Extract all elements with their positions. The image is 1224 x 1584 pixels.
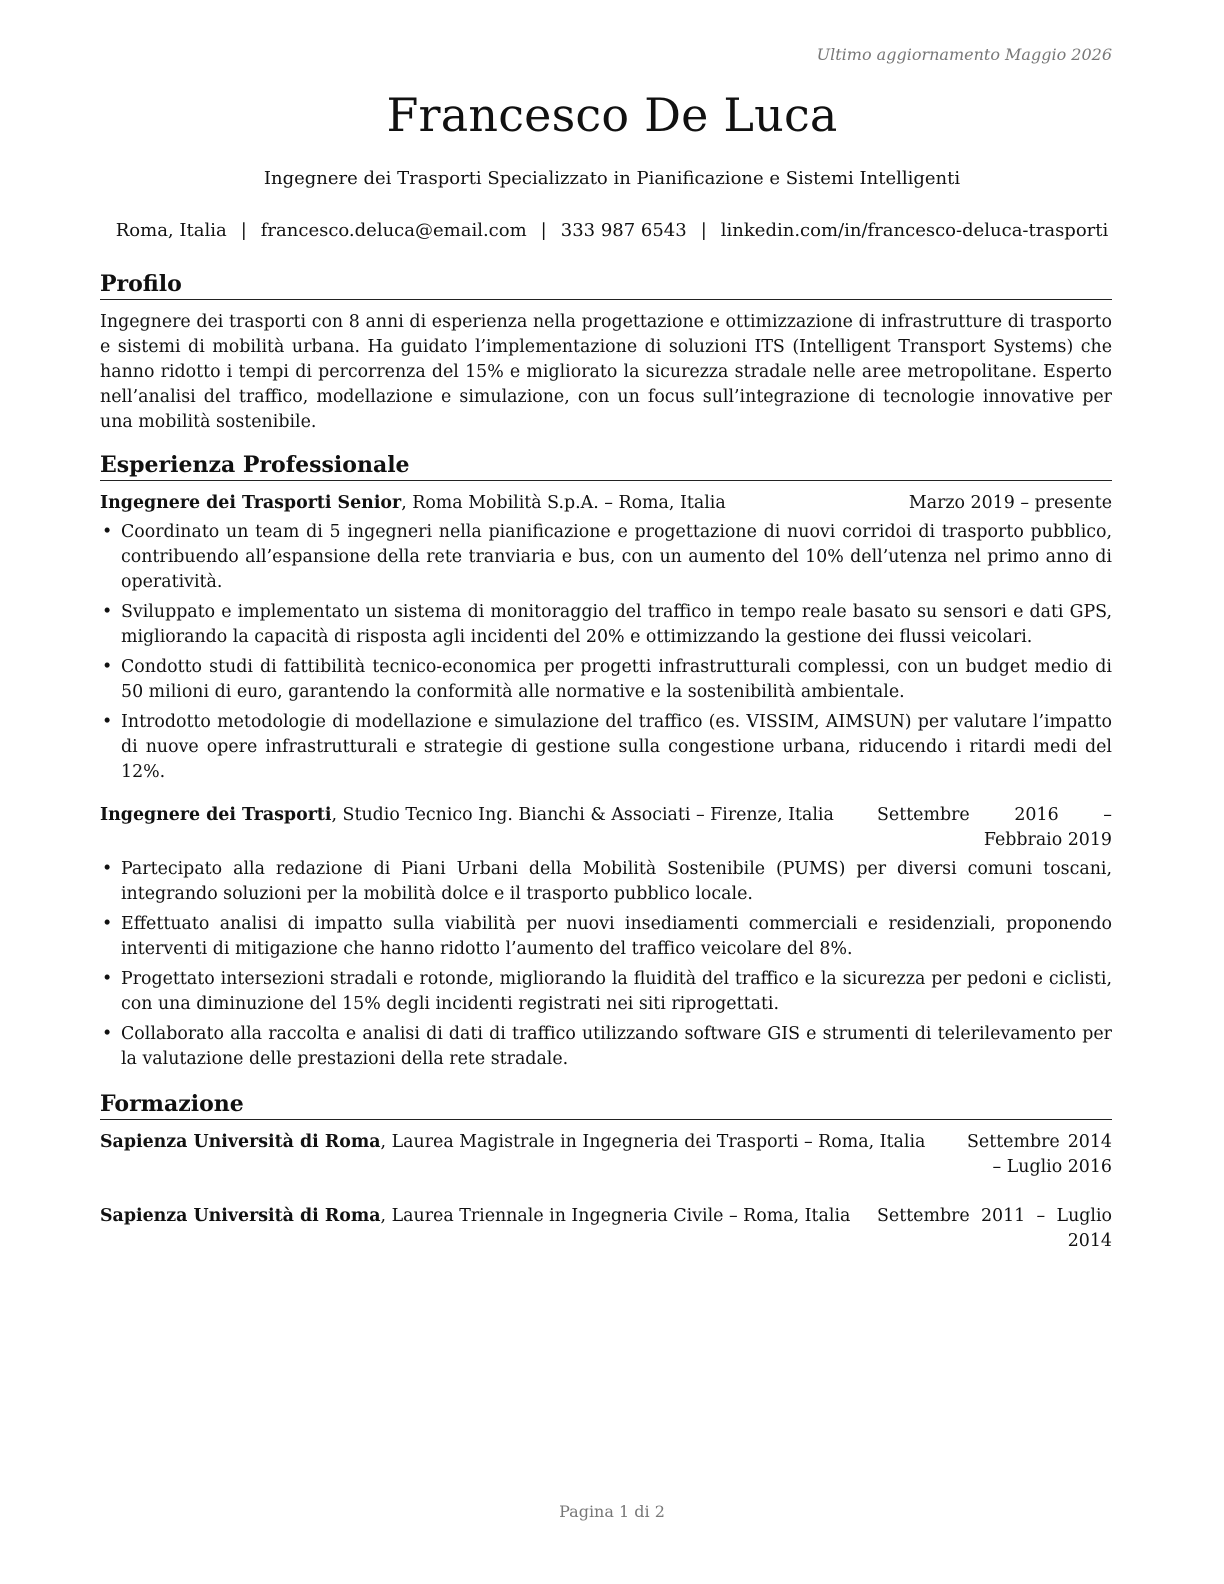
bullet-icon: • bbox=[102, 859, 113, 879]
profile-summary: Ingegnere dei trasporti con 8 anni di esperienza nella progettazione e ottimizzazione di infrastrutture di trasporto e sistemi di mobilità urbana. Ha guidato l’implementazione di soluzioni ITS (Intelligent Transport Systems) che hanno ridotto i tempi di percorrenza del 15% e migliorato la sicurezza stradale nelle aree metropolitane. Esperto nell’analisi del traffico, modellazione e simulazione, con un focus sull’integrazione di tecnologie innovative per una mobilità sostenibile. bbox=[100, 312, 1112, 432]
section-title-education: Formazione bbox=[100, 1090, 1112, 1120]
resume-content bbox=[100, 270, 1112, 1278]
contact-separator: | bbox=[540, 220, 547, 241]
job-header bbox=[100, 491, 1112, 516]
page-number: Pagina 1 di 2 bbox=[559, 1502, 665, 1521]
education-entry bbox=[100, 1130, 1112, 1180]
bullet-text: Effettuato analisi di impatto sulla viabilità per nuovi insediamenti commerciali e residenziali, proponendo interventi di mitigazione che hanno ridotto l’aumento del traffico veicolare del 8%. bbox=[121, 914, 1112, 959]
bullet-item bbox=[100, 600, 1112, 650]
bullet-text: Sviluppato e implementato un sistema di monitoraggio del traffico in tempo reale basato su sensori e dati GPS, migliorando la capacità di risposta agli incidenti del 20% e ottimizzando la gestione dei flussi veicolari. bbox=[121, 602, 1112, 647]
job-title-line bbox=[100, 803, 877, 828]
job-bullets bbox=[100, 520, 1112, 785]
bullet-icon: • bbox=[102, 969, 113, 989]
section-title-profile: Profilo bbox=[100, 270, 1112, 300]
contact-bar bbox=[0, 220, 1224, 241]
contact-linkedin[interactable]: linkedin.com/in/francesco-deluca-trasporti bbox=[720, 220, 1109, 241]
job-role: Ingegnere dei Trasporti bbox=[100, 805, 332, 825]
contact-separator: | bbox=[700, 220, 707, 241]
job-company: , Roma Mobilità S.p.A. – Roma, Italia bbox=[401, 493, 726, 513]
bullet-text: Introdotto metodologie di modellazione e simulazione del traffico (es. VISSIM, AIMSUN) per valutare l’impatto di nuove opere infrastrutturali e strategie di gestione sulla congestione urbana, riducendo i ritardi medi del 12%. bbox=[121, 712, 1112, 782]
contact-location: Roma, Italia bbox=[115, 220, 227, 241]
education-dates: Settembre 2014 – Luglio 2016 bbox=[967, 1132, 1112, 1177]
bullet-text: Condotto studi di fattibilità tecnico-economica per progetti infrastrutturali complessi, con un budget medio di 50 milioni di euro, garantendo la conformità alle normative e la sostenibilità ambientale. bbox=[121, 657, 1112, 702]
bullet-icon: • bbox=[102, 602, 113, 622]
bullet-text: Partecipato alla redazione di Piani Urbani della Mobilità Sostenibile (PUMS) per diversi comuni toscani, integrando soluzioni per la mobilità dolce e il trasporto pubblico locale. bbox=[121, 859, 1112, 904]
job-role: Ingegnere dei Trasporti Senior bbox=[100, 493, 402, 513]
job-company: , Studio Tecnico Ing. Bianchi & Associati – Firenze, Italia bbox=[331, 805, 834, 825]
education-school: Sapienza Università di Roma bbox=[100, 1206, 381, 1226]
candidate-name: Francesco De Luca bbox=[386, 88, 838, 142]
contact-phone[interactable]: 333 987 6543 bbox=[560, 220, 687, 241]
bullet-text: Collaborato alla raccolta e analisi di dati di traffico utilizzando software GIS e strumenti di telerilevamento per la valutazione delle prestazioni della rete stradale. bbox=[121, 1024, 1112, 1069]
education-title-line bbox=[100, 1130, 967, 1155]
bullet-icon: • bbox=[102, 522, 113, 542]
education-degree: , Laurea Magistrale in Ingegneria dei Trasporti – Roma, Italia bbox=[380, 1132, 926, 1152]
contact-email[interactable]: francesco.deluca@email.com bbox=[260, 220, 527, 241]
job-bullets bbox=[100, 857, 1112, 1072]
bullet-item bbox=[100, 912, 1112, 962]
bullet-item bbox=[100, 857, 1112, 907]
bullet-item bbox=[100, 710, 1112, 785]
bullet-icon: • bbox=[102, 914, 113, 934]
bullet-item bbox=[100, 967, 1112, 1017]
education-dates: Settembre 2011 – Luglio 2014 bbox=[877, 1206, 1112, 1251]
contact-separator: | bbox=[240, 220, 247, 241]
education-degree: , Laurea Triennale in Ingegneria Civile – Roma, Italia bbox=[380, 1206, 851, 1226]
bullet-item bbox=[100, 655, 1112, 705]
education-school: Sapienza Università di Roma bbox=[100, 1132, 381, 1152]
job-entry bbox=[100, 803, 1112, 1072]
bullet-item bbox=[100, 1022, 1112, 1072]
headline: Ingegnere dei Trasporti Specializzato in Pianificazione e Sistemi Intelligenti bbox=[263, 168, 961, 189]
section-title-experience: Esperienza Professionale bbox=[100, 451, 1112, 481]
job-title-line bbox=[100, 491, 909, 516]
job-dates: Marzo 2019 – presente bbox=[908, 493, 1112, 513]
education-title-line bbox=[100, 1204, 877, 1229]
bullet-text: Progettato intersezioni stradali e rotonde, migliorando la fluidità del traffico e la sicurezza per pedoni e ciclisti, con una diminuzione del 15% degli incidenti registrati nei siti riprogettati. bbox=[121, 969, 1112, 1014]
job-header bbox=[100, 803, 1112, 853]
bullet-text: Coordinato un team di 5 ingegneri nella pianificazione e progettazione di nuovi corridoi di trasporto pubblico, contribuendo all’espansione della rete tranviaria e bus, con un aumento del 10% dell’utenza nel primo anno di operatività. bbox=[121, 522, 1112, 592]
bullet-icon: • bbox=[102, 1024, 113, 1044]
education-entry bbox=[100, 1204, 1112, 1254]
job-entry bbox=[100, 491, 1112, 785]
bullet-item bbox=[100, 520, 1112, 595]
last-updated: Ultimo aggiornamento Maggio 2026 bbox=[816, 45, 1112, 64]
bullet-icon: • bbox=[102, 657, 113, 677]
job-dates: Settembre 2016 – Febbraio 2019 bbox=[877, 805, 1112, 850]
bullet-icon: • bbox=[102, 712, 113, 732]
